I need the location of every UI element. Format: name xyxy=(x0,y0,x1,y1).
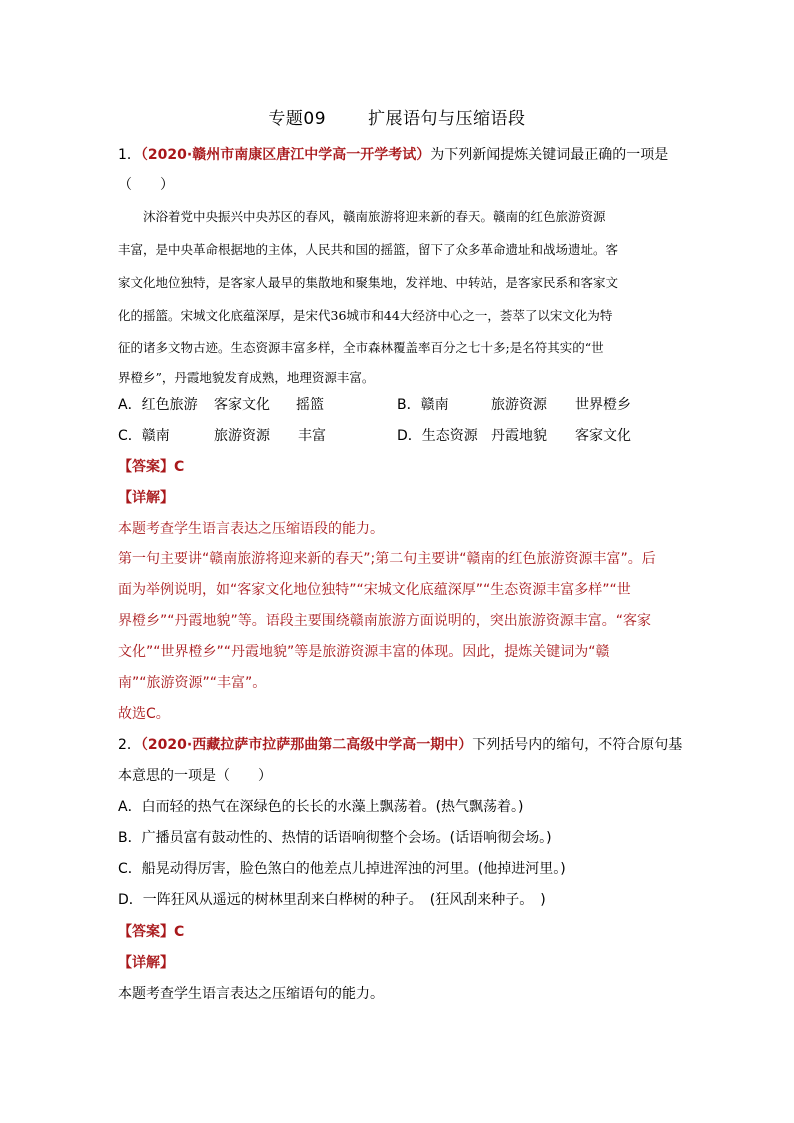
q2-stem xyxy=(118,735,688,755)
q1-passage-line: 界橙乡”，丹霞地貌发育成熟，地理资源丰富。 xyxy=(118,370,375,385)
q1-source: （2020·赣州市南康区唐江中学高一开学考试） xyxy=(140,147,431,163)
q1-passage-line: 家文化地位独特，是客家人最早的集散地和聚集地，发祥地、中转站，是客家民系和客家文 xyxy=(118,275,619,290)
q1-passage-line: 化的摇篮。宋城文化底蕴深厚，是宋代36城市和44大经济中心之一，荟萃了以宋文化为特 xyxy=(118,308,613,323)
q1-number: 1． xyxy=(118,147,141,163)
q1-option-d: D．生态资源 丹霞地貌 客家文化 xyxy=(397,428,631,444)
q2-option-d: D．一阵狂风从遥远的树林里刮来白桦树的种子。 (狂风刮来种子。 ) xyxy=(118,892,546,908)
q1-paren: （ ） xyxy=(118,177,174,193)
q1-explain-line: 南”“旅游资源”“丰富”。 xyxy=(118,675,267,691)
q1-stem xyxy=(118,145,688,165)
q1-option-b: B．赣南 旅游资源 世界橙乡 xyxy=(397,397,631,413)
q1-conclusion: 故选C。 xyxy=(118,706,170,722)
q1-stem-text: 为下列新闻提炼关键词最正确的一项是 xyxy=(430,147,669,163)
q2-stem-text: 下列括号内的缩句，不符合原句基 xyxy=(472,737,683,753)
q1-option-a: A．红色旅游 客家文化 摇篮 xyxy=(118,397,324,413)
q1-explain-line: 文化”“世界橙乡”“丹霞地貌”等是旅游资源丰富的体现。因此，提炼关键词为“赣 xyxy=(118,644,610,660)
q2-stem-continued: 本意思的一项是（ ） xyxy=(118,768,272,784)
q2-detail-label: 【详解】 xyxy=(118,955,174,971)
q1-answer: 【答案】C xyxy=(118,459,185,475)
q1-option-c: C．赣南 旅游资源 丰富 xyxy=(118,428,326,444)
q1-explain-line: 界橙乡”“丹霞地貌”等。语段主要围绕赣南旅游方面说明的，突出旅游资源丰富。“客家 xyxy=(118,613,652,629)
q2-option-c: C．船晃动得厉害，脸色煞白的他差点儿掉进浑浊的河里。(他掉进河里。) xyxy=(118,861,566,877)
page-title xyxy=(0,104,794,129)
q2-explain-intro: 本题考查学生语言表达之压缩语句的能力。 xyxy=(118,986,384,1002)
q1-explain-line: 第一句主要讲“赣南旅游将迎来新的春天”;第二句主要讲“赣南的红色旅游资源丰富”。后 xyxy=(118,551,656,567)
title-main: 扩展语句与压缩语段 xyxy=(368,109,526,129)
q1-detail-label: 【详解】 xyxy=(118,490,174,506)
title-prefix: 专题09 xyxy=(268,109,327,129)
q2-option-a: A．白而轻的热气在深绿色的长长的水藻上飘荡着。(热气飘荡着。) xyxy=(118,799,524,815)
q1-explain-line: 面为举例说明，如“客家文化地位独特”“宋城文化底蕴深厚”“生态资源丰富多样”“世 xyxy=(118,582,631,598)
q1-passage-line: 沐浴着党中央振兴中央苏区的春风，赣南旅游将迎来新的春天。赣南的红色旅游资源 xyxy=(118,209,606,224)
q2-option-b: B．广播员富有鼓动性的、热情的话语响彻整个会场。(话语响彻会场。) xyxy=(118,830,552,846)
q1-explain-intro: 本题考查学生语言表达之压缩语段的能力。 xyxy=(118,521,384,537)
q2-answer: 【答案】C xyxy=(118,924,185,940)
q2-number: 2． xyxy=(118,737,141,753)
q1-passage-line: 丰富，是中央革命根据地的主体，人民共和国的摇篮，留下了众多革命遗址和战场遗址。客 xyxy=(118,242,619,257)
q1-passage-line: 征的诸多文物古迹。生态资源丰富多样，全市森林覆盖率百分之七十多;是名符其实的“世 xyxy=(118,340,604,355)
q2-source: （2020·西藏拉萨市拉萨那曲第二高级中学高一期中） xyxy=(140,737,473,753)
